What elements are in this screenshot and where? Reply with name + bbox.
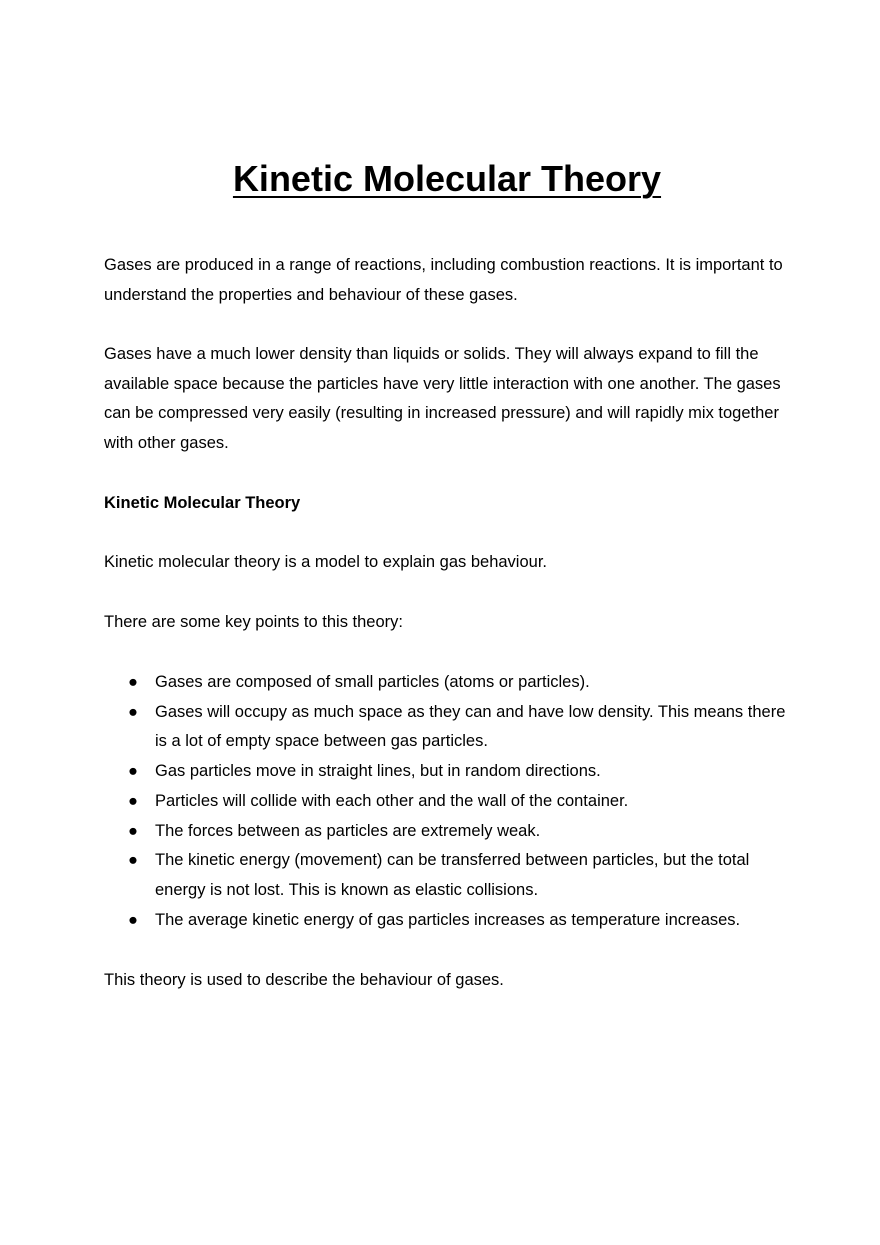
bullet-icon: ● bbox=[128, 702, 138, 721]
list-item bbox=[104, 817, 794, 847]
gas-properties-paragraph: Gases have a much lower density than liquids or solids. They will always expand to fill the available space because the particles have very little interaction with one another. The gases can be compressed very easily (resulting in increased pressure) and will rapidly mix together with other gases. bbox=[104, 345, 781, 453]
list-item-text: The average kinetic energy of gas particles increases as temperature increases. bbox=[155, 910, 741, 929]
key-points-list bbox=[104, 668, 794, 935]
bullet-icon: ● bbox=[128, 673, 138, 691]
list-item-text: Gases are composed of small particles (atoms or particles). bbox=[155, 673, 590, 691]
key-points-intro: There are some key points to this theory: bbox=[104, 613, 403, 631]
list-item bbox=[104, 846, 794, 905]
section-heading: Kinetic Molecular Theory bbox=[104, 494, 301, 512]
page-title: Kinetic Molecular Theory bbox=[232, 158, 662, 199]
list-item-text: Gas particles move in straight lines, but in random directions. bbox=[155, 762, 601, 781]
bullet-icon: ● bbox=[128, 910, 138, 929]
bullet-icon: ● bbox=[128, 821, 138, 840]
list-item bbox=[104, 698, 794, 757]
intro-paragraph: Gases are produced in a range of reactions, including combustion reactions. It is important to understand the properties and behaviour of these gases. bbox=[104, 256, 783, 304]
list-item bbox=[104, 787, 794, 817]
list-item-text: Particles will collide with each other and the wall of the container. bbox=[155, 791, 629, 810]
list-item-text: Gases will occupy as much space as they can and have low density. This means there is a lot of empty space between gas particles. bbox=[155, 702, 786, 751]
list-item bbox=[104, 668, 794, 698]
list-item-text: The kinetic energy (movement) can be transferred between particles, but the total energy is not lost. This is known as elastic collisions. bbox=[155, 851, 750, 899]
theory-definition-paragraph: Kinetic molecular theory is a model to explain gas behaviour. bbox=[104, 553, 547, 571]
list-item bbox=[104, 757, 794, 787]
bullet-icon: ● bbox=[128, 791, 138, 810]
bullet-icon: ● bbox=[128, 762, 138, 781]
list-item-text: The forces between as particles are extremely weak. bbox=[155, 821, 541, 840]
list-item bbox=[104, 906, 794, 936]
bullet-icon: ● bbox=[128, 851, 138, 870]
closing-paragraph: This theory is used to describe the behaviour of gases. bbox=[104, 971, 504, 989]
